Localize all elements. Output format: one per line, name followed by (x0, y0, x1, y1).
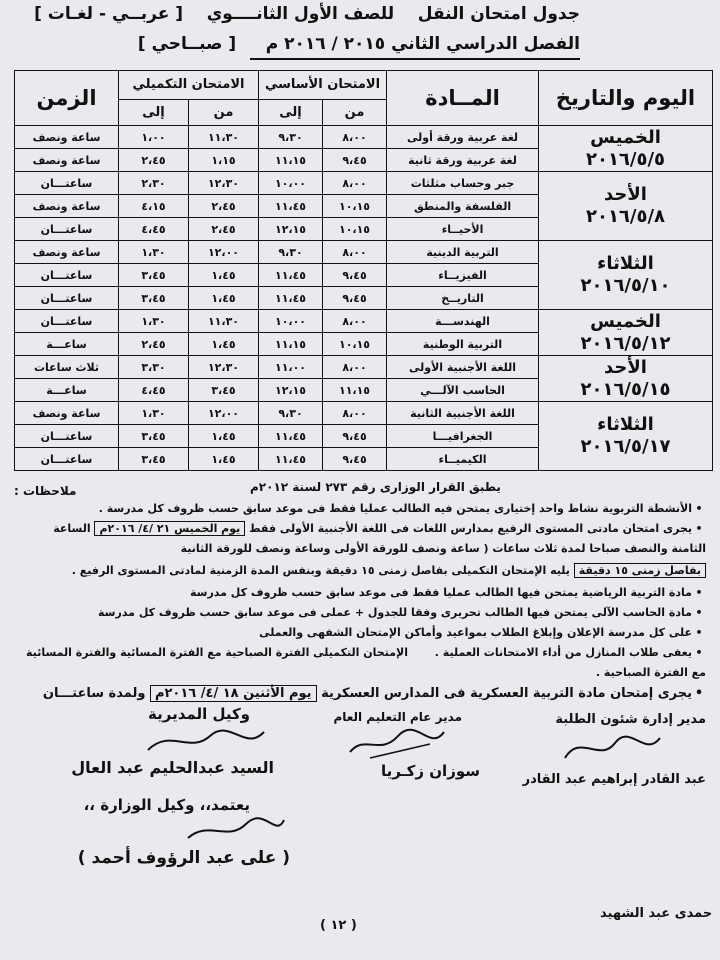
subject-cell: الجغرافيـــا (387, 425, 539, 448)
basic-from-cell: ١١،١٥ (323, 379, 387, 402)
sig-general-director-title: مدير عام التعليم العام (333, 710, 462, 724)
supp-to-cell: ٢،٤٥ (119, 333, 189, 356)
day-date: ٢٠١٦/٥/٥ (585, 148, 666, 170)
header-subject: المــادة (387, 71, 539, 126)
duration-cell: ساعة ونصف (15, 241, 119, 264)
header-basic-exam: الامتحان الأساسي (259, 71, 387, 100)
supp-to-cell: ١،٣٠ (119, 402, 189, 425)
note-text: على كل مدرسة الإعلان وإبلاغ الطلاب بمواعيد وأماكن الإمتحان الشفهى والعملى (259, 626, 692, 639)
basic-to-cell: ١٢،١٥ (259, 379, 323, 402)
subject-cell: التاريــخ (387, 287, 539, 310)
supp-from-cell: ٣،٤٥ (189, 379, 259, 402)
subject-cell: اللغة الأجنبية الأولى (387, 356, 539, 379)
note-home-students-cont (596, 666, 706, 679)
duration-cell: ساعتـــان (15, 425, 119, 448)
day-date: ٢٠١٦/٥/١٥ (580, 378, 671, 400)
signature-scribble-4 (180, 814, 290, 848)
supp-from-cell: ١١،٣٠ (189, 310, 259, 333)
note-text: الثامنة والنصف صباحا لمدة ثلاث ساعات ( ساعة ونصف للورقة الأولى وساعة ونصف للورقة الثانية (180, 542, 706, 555)
duration-cell: ساعة ونصف (15, 402, 119, 425)
header-row-1 (15, 71, 713, 100)
basic-from-cell: ١٠،١٥ (323, 195, 387, 218)
bullet-icon: • (695, 586, 703, 599)
supp-to-cell: ٢،٣٠ (119, 172, 189, 195)
note-text: يليه الإمتحان التكميلى بفاصل زمنى ١٥ دقيقة وبنفس المدة الزمنية لمادتى المستوى الرفيع . (71, 564, 570, 577)
sig-general-director-name: سوزان زكـريا (380, 762, 480, 780)
duration-cell: ساعـــة (15, 379, 119, 402)
table-row (15, 241, 713, 264)
bullet-icon: • (695, 606, 703, 619)
subject-cell: الأحيــاء (387, 218, 539, 241)
sig-ministry-deputy-title: يعتمد،، وكيل الوزارة ،، (83, 796, 250, 814)
day-date: ٢٠١٦/٥/١٧ (580, 436, 671, 457)
basic-from-cell: ٨،٠٠ (323, 402, 387, 425)
day-name: الثلاثاء (597, 253, 654, 274)
supp-to-cell: ٤،٤٥ (119, 218, 189, 241)
watermark-author: حمدى عبد الشهيد (600, 906, 713, 921)
header-basic-to: إلى (259, 99, 323, 125)
subject-cell: الفلسفة والمنطق (387, 195, 539, 218)
supp-from-cell: ٢،٤٥ (189, 195, 259, 218)
subject-cell: التربية الوطنية (387, 333, 539, 356)
basic-from-cell: ٩،٤٥ (323, 425, 387, 448)
note-high-level-cont-2 (72, 564, 706, 577)
duration-cell: ساعتـــان (15, 172, 119, 195)
sig-directorate-deputy-title: وكيل المديرية (148, 705, 250, 723)
supp-to-cell: ٣،٤٥ (119, 448, 189, 471)
header-supp-exam: الامتحان التكميلي (119, 71, 259, 100)
supp-to-cell: ١،٣٠ (119, 310, 189, 333)
duration-cell: ساعتـــان (15, 218, 119, 241)
notes-title: ملاحظات : (14, 484, 77, 498)
table-row (15, 126, 713, 149)
basic-to-cell: ١١،٠٠ (259, 356, 323, 379)
basic-to-cell: ١١،٤٥ (259, 425, 323, 448)
note-announce (259, 626, 706, 639)
note-text: مع الفترة الصباحية . (595, 666, 706, 679)
table-row (15, 310, 713, 333)
basic-to-cell: ١١،١٥ (259, 333, 323, 356)
exam-schedule-table (14, 70, 713, 471)
basic-to-cell: ١١،١٥ (259, 149, 323, 172)
supp-from-cell: ١٢،٣٠ (189, 172, 259, 195)
note-activities (99, 502, 706, 515)
title-line-2 (138, 34, 580, 54)
day-date: ٢٠١٦/٥/٨ (585, 206, 666, 227)
bullet-icon: • (695, 502, 703, 515)
note-sports (190, 586, 706, 599)
supp-to-cell: ٣،٤٥ (119, 425, 189, 448)
supp-from-cell: ١،١٥ (189, 149, 259, 172)
note-high-level-cont (181, 542, 706, 555)
supp-from-cell: ١١،٣٠ (189, 126, 259, 149)
supp-from-cell: ١،٤٥ (189, 448, 259, 471)
basic-to-cell: ٩،٣٠ (259, 402, 323, 425)
subject-cell: لغة عربية ورقة ثانية (387, 149, 539, 172)
bullet-icon: • (695, 626, 703, 639)
supp-from-cell: ١٢،٠٠ (189, 402, 259, 425)
header-supp-from: من (189, 99, 259, 125)
subject-cell: لغة عربية ورقة أولى (387, 126, 539, 149)
duration-cell: ساعتـــان (15, 287, 119, 310)
basic-from-cell: ١٠،١٥ (323, 333, 387, 356)
day-date: ٢٠١٦/٥/١٢ (580, 332, 671, 354)
basic-to-cell: ١١،٤٥ (259, 287, 323, 310)
header-supp-to: إلى (119, 99, 189, 125)
note-text: ولمدة ساعتـــان (42, 686, 146, 701)
bullet-icon: • (695, 646, 703, 659)
sig-ministry-deputy-name: ( على عبد الرؤوف أحمد ) (77, 848, 290, 868)
basic-to-cell: ١٠،٠٠ (259, 172, 323, 195)
basic-to-cell: ١١،٤٥ (259, 264, 323, 287)
day-cell (539, 402, 713, 471)
subject-cell: التربية الدينية (387, 241, 539, 264)
day-cell (539, 241, 713, 310)
sig-student-affairs-name: عبد القادر إبراهيم عبد القادر (522, 772, 706, 787)
duration-cell: ساعة ونصف (15, 126, 119, 149)
supp-from-cell: ١،٤٥ (189, 287, 259, 310)
note-interval-box: بفاصل زمنى ١٥ دقيقة (574, 563, 706, 578)
title-part-a: جدول امتحان النقل (417, 4, 580, 24)
basic-from-cell: ٨،٠٠ (323, 241, 387, 264)
day-name: الخميس (590, 126, 661, 148)
supp-to-cell: ٣،٤٥ (119, 264, 189, 287)
sig-directorate-deputy-name: السيد عبدالحليم عبد العال (71, 758, 274, 777)
subject-cell: اللغة الأجنبية الثانية (387, 402, 539, 425)
title-bracket: [ عربــي - لغـات ] (34, 4, 184, 24)
signature-scribble-2 (340, 724, 450, 764)
day-cell (539, 126, 713, 172)
basic-from-cell: ٩،٤٥ (323, 448, 387, 471)
subject-cell: الكيميــاء (387, 448, 539, 471)
day-date: ٢٠١٦/٥/١٠ (580, 275, 671, 296)
bullet-icon: • (695, 522, 703, 535)
supp-from-cell: ١،٤٥ (189, 264, 259, 287)
supp-from-cell: ١،٤٥ (189, 425, 259, 448)
day-cell (539, 172, 713, 241)
subject-cell: جبر وحساب مثلثات (387, 172, 539, 195)
supp-to-cell: ٣،٣٠ (119, 356, 189, 379)
ministerial-decree: يطبق القرار الوزارى رقم ٢٧٣ لسنة ٢٠١٢م (250, 480, 501, 494)
note-date-box: يوم الخميس ٢١ /٤/ ٢٠١٦م (94, 521, 245, 536)
basic-to-cell: ٩،٣٠ (259, 241, 323, 264)
day-name: الخميس (590, 310, 661, 332)
duration-cell: ساعتـــان (15, 310, 119, 333)
day-name: الأحد (604, 356, 647, 378)
day-name: الأحد (604, 184, 647, 205)
note-text: الأنشطة التربوية نشاط واحد إختيارى يمتحن فيه الطالب عمليا فقط فى موعد سابق حسب ظروف كل مدرسة . (98, 502, 692, 515)
supp-to-cell: ٤،٤٥ (119, 379, 189, 402)
duration-cell: ساعتـــان (15, 264, 119, 287)
supp-from-cell: ١،٤٥ (189, 333, 259, 356)
note-text: مادة الحاسب الآلى يمتحن فيها الطالب تحريرى وفقا للجدول + عملى فى موعد سابق حسب ظروف كل مدرسة (98, 606, 692, 619)
supp-to-cell: ٤،١٥ (119, 195, 189, 218)
duration-cell: ساعتـــان (15, 448, 119, 471)
duration-cell: ساعة ونصف (15, 195, 119, 218)
subject-cell: الهندســـة (387, 310, 539, 333)
subject-cell: الحاسب الآلـــي (387, 379, 539, 402)
note-computer (98, 606, 706, 619)
header-basic-from: من (323, 99, 387, 125)
title-line-1 (34, 4, 580, 24)
table-row (15, 356, 713, 379)
signature-scribble-1 (560, 728, 670, 768)
basic-from-cell: ١٠،١٥ (323, 218, 387, 241)
note-text: يجرى إمتحان مادة التربية العسكرية فى المدارس العسكرية (321, 686, 692, 701)
sig-student-affairs-title: مدير إدارة شئون الطلبة (555, 712, 706, 727)
table-row (15, 402, 713, 425)
basic-from-cell: ٨،٠٠ (323, 172, 387, 195)
note-text: مادة التربية الرياضية يمتحن فيها الطالب عمليا فقط فى موعد سابق حسب ظروف كل مدرسة (189, 586, 692, 599)
basic-from-cell: ٩،٤٥ (323, 149, 387, 172)
day-cell (539, 310, 713, 356)
period-bracket: [ صبــاحي ] (137, 34, 237, 54)
page-number: ( ١٢ ) (320, 918, 357, 933)
note-text: الساعة (53, 522, 91, 535)
header-duration: الزمن (15, 71, 119, 126)
supp-from-cell: ١٢،٠٠ (189, 241, 259, 264)
note-military (43, 686, 706, 701)
basic-from-cell: ٨،٠٠ (323, 310, 387, 333)
duration-cell: ساعـــة (15, 333, 119, 356)
supp-to-cell: ٢،٤٥ (119, 149, 189, 172)
day-name: الثلاثاء (597, 414, 654, 435)
note-home-students (26, 646, 706, 659)
supp-to-cell: ٣،٤٥ (119, 287, 189, 310)
supp-from-cell: ١٢،٣٠ (189, 356, 259, 379)
duration-cell: ساعة ونصف (15, 149, 119, 172)
supp-from-cell: ٢،٤٥ (189, 218, 259, 241)
note-text: يجرى امتحان مادتى المستوى الرفيع بمدارس اللغات فى اللغة الأجنبية الأولى فقط (249, 522, 692, 535)
bullet-icon: • (694, 686, 704, 701)
basic-from-cell: ٩،٤٥ (323, 287, 387, 310)
note-high-level (53, 522, 706, 535)
basic-from-cell: ٨،٠٠ (323, 356, 387, 379)
title-part-b: للصف الأول الثانــــوي (206, 4, 395, 24)
basic-from-cell: ٨،٠٠ (323, 126, 387, 149)
note-military-date-box: يوم الأثنين ١٨ /٤/ ٢٠١٦م (150, 685, 317, 702)
title-underline (250, 58, 580, 60)
note-text: يعفى طلاب المنازل من أداء الامتحانات العملية . (434, 646, 692, 659)
table-row (15, 172, 713, 195)
semester-text: الفصل الدراسي الثاني ٢٠١٥ / ٢٠١٦ م (265, 34, 580, 54)
schedule-body (15, 126, 713, 471)
day-cell (539, 356, 713, 402)
basic-to-cell: ١١،٤٥ (259, 448, 323, 471)
duration-cell: ثلاث ساعات (15, 356, 119, 379)
basic-from-cell: ٩،٤٥ (323, 264, 387, 287)
basic-to-cell: ١٠،٠٠ (259, 310, 323, 333)
supp-to-cell: ١،٠٠ (119, 126, 189, 149)
signature-scribble-3 (140, 724, 270, 760)
basic-to-cell: ١٢،١٥ (259, 218, 323, 241)
subject-cell: الفيزيــاء (387, 264, 539, 287)
supp-to-cell: ١،٣٠ (119, 241, 189, 264)
note-text: الإمتحان التكميلى الفترة الصباحية مع الفترة المسائية والفترة المسائية (26, 646, 408, 659)
basic-to-cell: ١١،٤٥ (259, 195, 323, 218)
basic-to-cell: ٩،٣٠ (259, 126, 323, 149)
header-day: اليوم والتاريخ (539, 71, 713, 126)
